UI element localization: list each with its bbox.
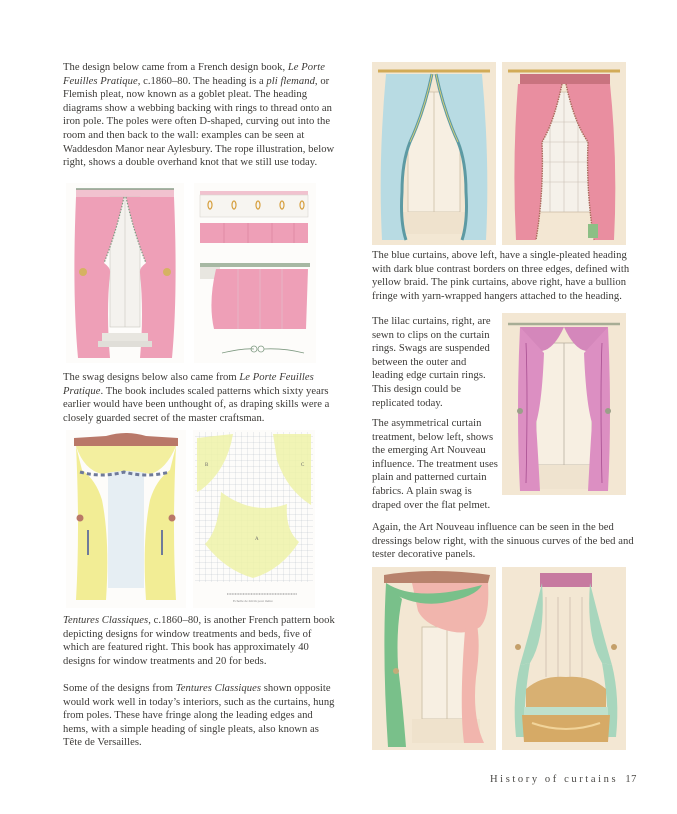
page-number: 17 [625,774,637,785]
book-title: Le Porte Feuilles Pratique [63,372,314,397]
art-nouveau-curtain-illustration [372,567,496,750]
swag-paragraph [63,371,338,425]
text-run: . The book includes scaled patterns which sixty years earlier would have been unthought of, as draping skills were a closely guarded secret of the master craftsman. [63,385,330,424]
page-footer [490,774,637,785]
blue-pink-caption: The blue curtains, above left, have a single-pleated heading with dark blue contrast borders on three edges, defined with yellow braid. The pink curtains, above right, have a bullion fringe with yarn-wrapped hangers attached to the heading. [372,250,630,302]
text-run: The swag designs below also came from [63,372,240,383]
text-run: shown opposite would work well in today’s interiors, such as the curtains, hung from poles. These have fringe along the leading edges and hems, with a simple heading of single pleats, also known as Tête de Versailles. [63,683,335,749]
lilac-curtain-illustration [502,313,626,495]
art-nouveau-bed-illustration [502,567,626,750]
art-nouveau-caption: Again, the Art Nouveau influence can be seen in the bed dressings below right, with the sinuous curves of the bed and tester decorative panels. [372,522,634,561]
lilac-caption: The lilac curtains, right, are sewn to clips on the curtain rings. Swags are suspended between the outer and leading edge curtain rings. This design could be replicated today. [372,316,491,409]
tentures-designs-paragraph [63,682,338,750]
yellow-swag-drawing [66,430,186,608]
pink-bullion-curtain-drawing [502,62,626,245]
intro-paragraph [63,61,338,170]
running-footer: History of curtains [490,774,619,785]
pattern-label-a: A [255,537,259,542]
tentures-paragraph [63,614,338,668]
book-title: Le Porte Feuilles Pratique [63,62,326,87]
text-run: , c.1860–80. The heading is a [137,75,267,87]
lilac-curtain-drawing [502,313,626,495]
blue-curtain-drawing [372,62,496,245]
text-run: The design below came from a French design book, [63,62,288,73]
pink-bullion-curtain-illustration [502,62,626,245]
heading-diagram-illustration [194,183,316,363]
heading-diagram-drawing [194,183,316,363]
pink-curtain-illustration [66,183,184,363]
scale-caption: Echelle de 2m/m pour mètre [233,599,273,603]
art-nouveau-curtain-drawing [372,567,496,750]
yellow-swag-illustration [66,430,186,608]
asymmetrical-caption: The asymmetrical curtain treatment, below left, shows the emerging Art Nouveau influence. The treatment uses plain and patterned curtain fabrics. A plain swag is draped over the flat pelmet. [372,418,498,511]
text-run: , c.1860–80, is another French pattern book depicting designs for window treatments and beds, five of which are featured right. This book has approximately 40 designs for window treatments and 20 for beds. [63,615,335,667]
text-run: , or Flemish pleat, now known as a goblet pleat. The heading diagrams show a webbing backing with rings to thread onto an iron pole. The poles were often D-shaped, curving out into the room and then back to the wall: examples can be seen at Waddesdon Manor near Aylesbury. The rope illustration, below right, shows a double overhand knot that we still use today. [63,75,335,169]
blue-curtain-illustration [372,62,496,245]
book-title: Tentures Classiques [63,615,149,626]
pattern-label-c: C [301,463,305,468]
art-nouveau-bed-drawing [502,567,626,750]
curtain-drawing [66,183,184,363]
text-run: Some of the designs from [63,683,176,694]
term-italic: pli flemand [266,75,315,87]
swag-pattern-grid [193,430,315,608]
pattern-label-b: B [205,463,209,468]
pattern-grid-drawing [193,430,315,608]
book-title: Tentures Classiques [175,683,261,694]
